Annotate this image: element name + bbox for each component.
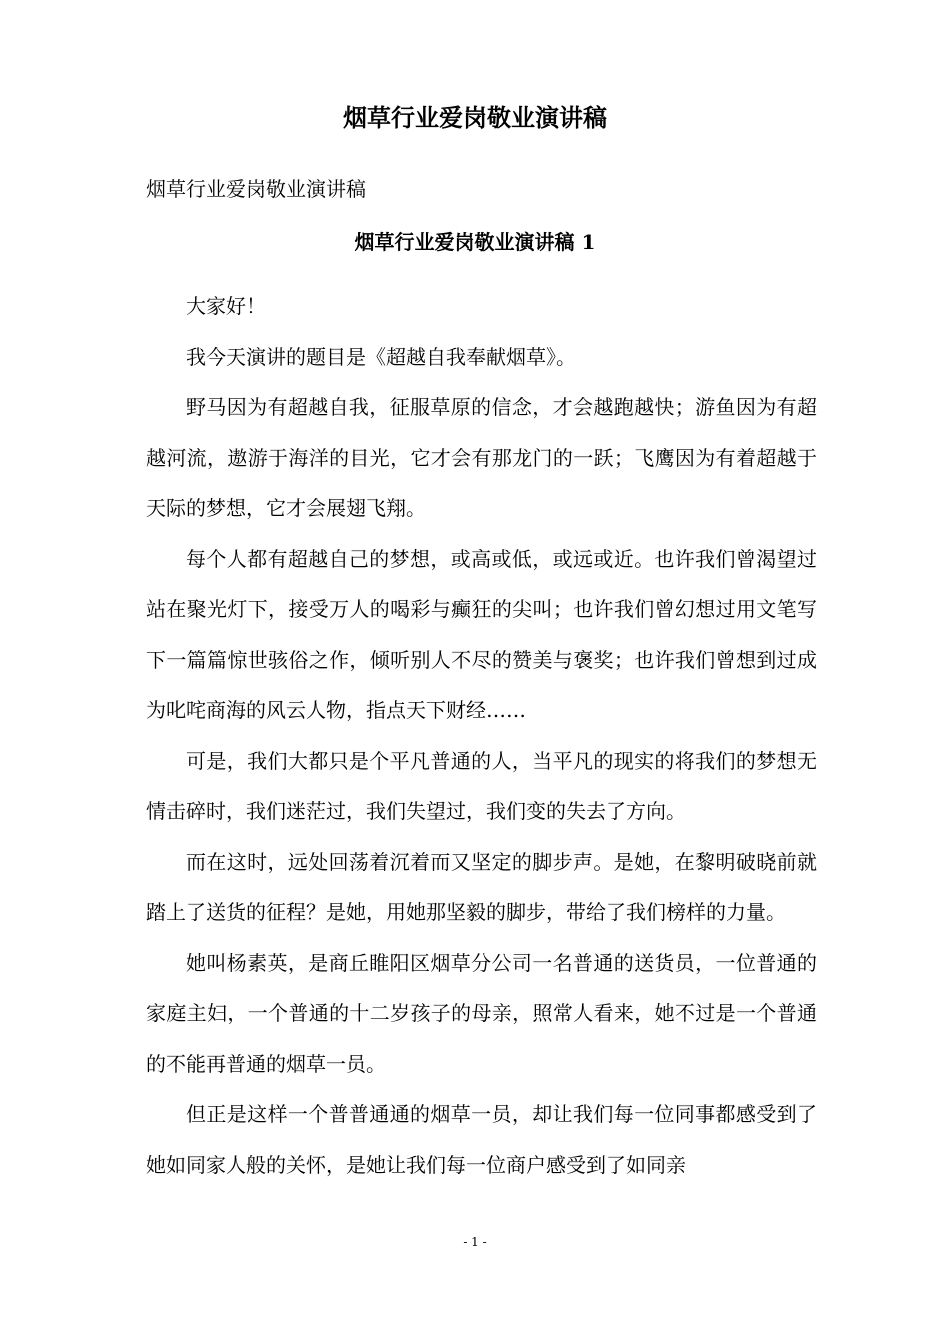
document-title: 烟草行业爱岗敬业演讲稿 (343, 103, 607, 132)
paragraph: 可是，我们大都只是个平凡普通的人，当平凡的现实的将我们的梦想无情击碎时，我们迷茫过，我们失望过，我们变的失去了方向。 (146, 748, 817, 823)
section-heading: 烟草行业爱岗敬业演讲稿 1 (354, 230, 596, 254)
paragraph: 大家好！ (186, 294, 266, 318)
paragraph: 但正是这样一个普普通通的烟草一员，却让我们每一位同事都感受到了她如同家人般的关怀，是她让我们每一位商户感受到了如同亲 (146, 1102, 817, 1177)
paragraph: 我今天演讲的题目是《超越自我奉献烟草》。 (186, 344, 576, 369)
paragraph: 她叫杨素英，是商丘睢阳区烟草分公司一名普通的送货员，一位普通的家庭主妇，一个普通的十二岁孩子的母亲，照常人看来，她不过是一个普通的不能再普通的烟草一员。 (146, 950, 817, 1076)
page-number: - 1 - (463, 1235, 487, 1249)
paragraph: 野马因为有超越自我，征服草原的信念，才会越跑越快；游鱼因为有超越河流，遨游于海洋的目光，它才会有那龙门的一跃；飞鹰因为有着超越于天际的梦想，它才会展翅飞翔。 (146, 395, 817, 520)
document-body (146, 281, 817, 1190)
paragraph: 而在这时，远处回荡着沉着而又坚定的脚步声。是她，在黎明破晓前就踏上了送货的征程？是她，用她那坚毅的脚步，带给了我们榜样的力量。 (146, 849, 817, 924)
document-subtitle: 烟草行业爱岗敬业演讲稿 (146, 177, 366, 201)
paragraph: 每个人都有超越自己的梦想，或高或低，或远或近。也许我们曾渴望过站在聚光灯下，接受万人的喝彩与癫狂的尖叫；也许我们曾幻想过用文笔写下一篇篇惊世骇俗之作，倾听别人不尽的赞美与褒奖；也许我们曾想到过成为叱咤商海的风云人物，指点天下财经…… (146, 546, 817, 722)
